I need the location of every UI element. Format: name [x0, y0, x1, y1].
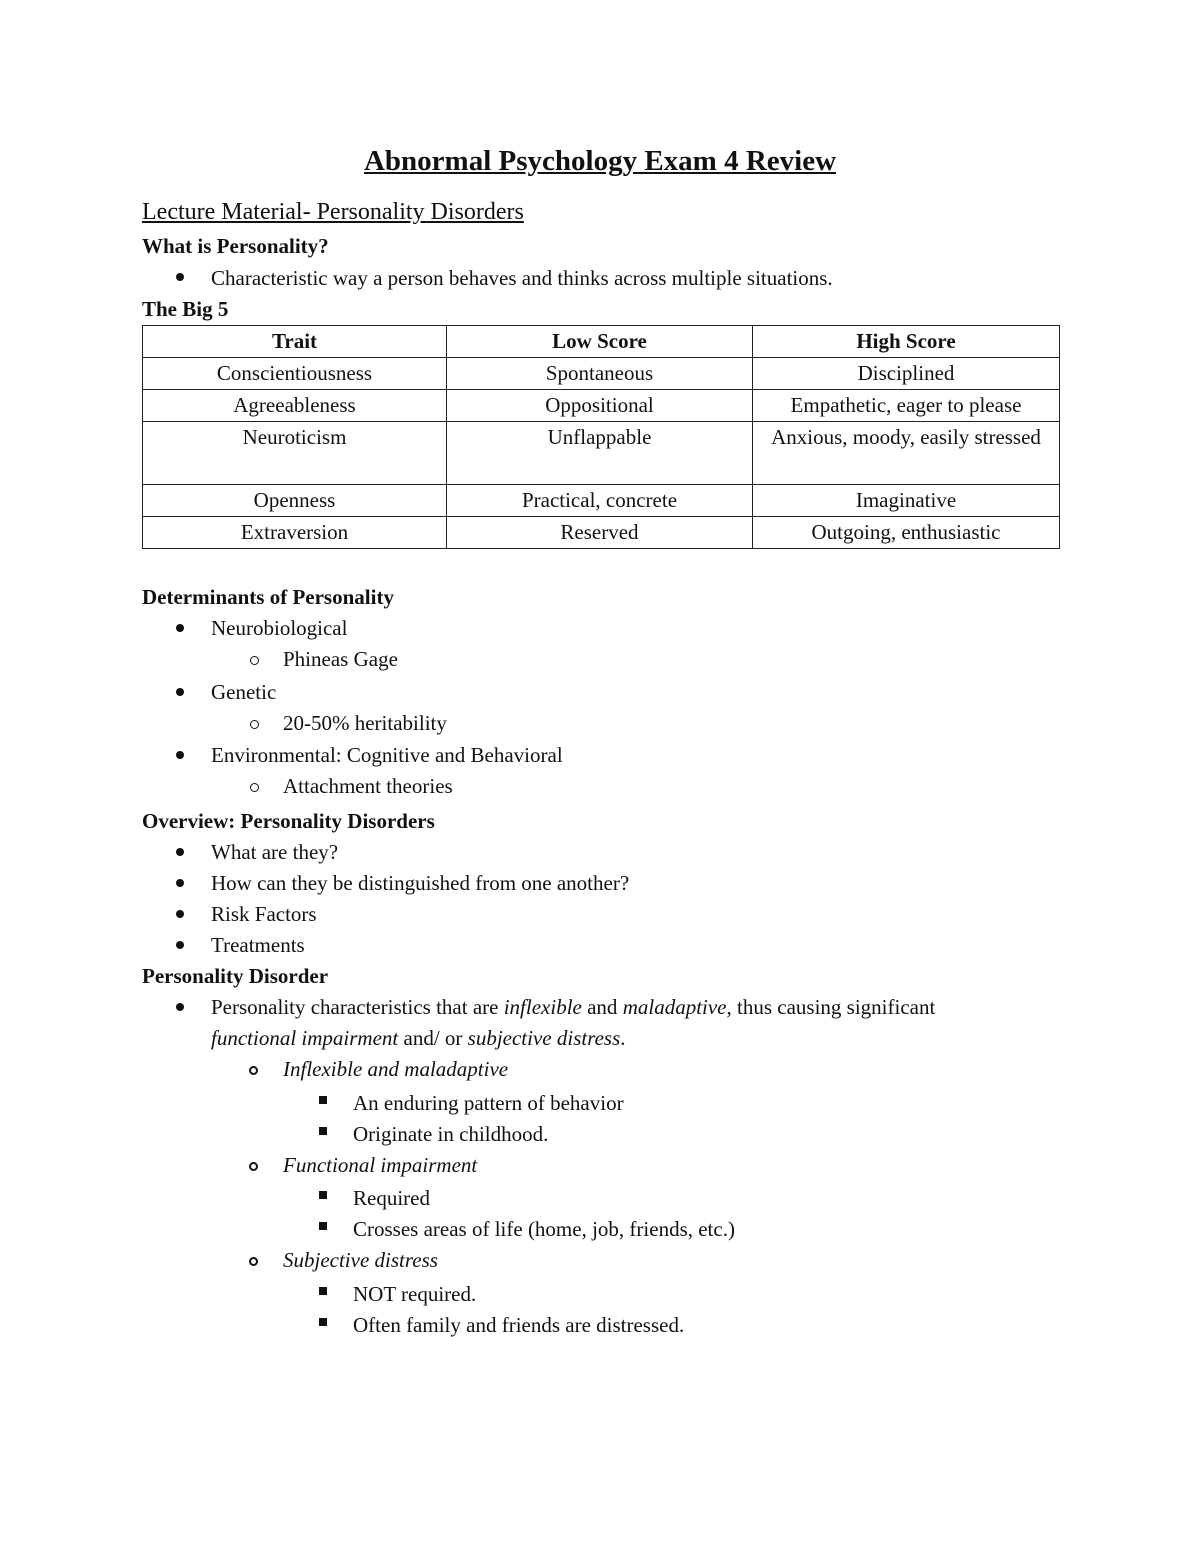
definition-line-1 [211, 993, 935, 1021]
heading-determinants: Determinants of Personality [142, 585, 394, 609]
table-cell: Unflappable [447, 422, 753, 485]
bullet-circle-icon [249, 1066, 258, 1075]
definition-emphasis: inflexible [503, 995, 582, 1019]
criterion-label: Subjective distress [283, 1248, 438, 1272]
list-item: Risk Factors [211, 902, 317, 926]
bullet-circle-icon [249, 1257, 258, 1266]
list-item: Genetic [211, 680, 277, 704]
bullet-square-icon [319, 1096, 327, 1104]
bullet-dot-icon [176, 848, 184, 856]
table-cell: Practical, concrete [447, 485, 753, 517]
list-subitem: Phineas Gage [283, 647, 398, 671]
column-header: Trait [143, 326, 447, 358]
bullet-dot-icon [176, 624, 184, 632]
bullet-square-icon [319, 1191, 327, 1199]
definition-text: and [581, 995, 623, 1019]
criterion-detail: Often family and friends are distressed. [353, 1313, 685, 1337]
table-cell: Oppositional [447, 390, 753, 422]
bullet-square-icon [319, 1222, 327, 1230]
definition-emphasis: subjective distress [467, 1026, 621, 1050]
table-row [143, 422, 1060, 485]
column-header: High Score [753, 326, 1060, 358]
table-cell: Openness [143, 485, 447, 517]
criterion-label: Functional impairment [283, 1153, 478, 1177]
table-cell: Disciplined [753, 358, 1060, 390]
table-cell: Reserved [447, 517, 753, 549]
table-row [143, 390, 1060, 422]
table-cell: Agreeableness [143, 390, 447, 422]
bullet-dot-icon [176, 1003, 184, 1011]
heading-what-is-personality: What is Personality? [142, 234, 329, 258]
list-item: Environmental: Cognitive and Behavioral [211, 743, 563, 767]
table-cell: Anxious, moody, easily stressed [753, 422, 1060, 485]
bullet-square-icon [319, 1318, 327, 1326]
column-header: Low Score [447, 326, 753, 358]
bullet-dot-icon [176, 941, 184, 949]
heading-overview: Overview: Personality Disorders [142, 809, 435, 833]
heading-personality-disorder: Personality Disorder [142, 964, 329, 988]
definition-text: Personality characteristics that are [211, 995, 504, 1019]
list-item: How can they be distinguished from one another? [211, 871, 630, 895]
definition-text: and/ or [398, 1026, 468, 1050]
bullet-circle-icon [250, 720, 259, 729]
bullet-dot-icon [176, 688, 184, 696]
table-header-row [143, 326, 1060, 358]
heading-big5: The Big 5 [142, 297, 229, 321]
list-item: Characteristic way a person behaves and thinks across multiple situations. [211, 266, 833, 290]
bullet-dot-icon [176, 879, 184, 887]
list-subitem: 20-50% heritability [283, 711, 447, 735]
criterion-detail: NOT required. [353, 1282, 477, 1306]
bullet-circle-icon [249, 1162, 258, 1171]
criterion-detail: Originate in childhood. [353, 1122, 549, 1146]
table-cell: Imaginative [753, 485, 1060, 517]
table-cell: Neuroticism [143, 422, 447, 485]
bullet-circle-icon [250, 656, 259, 665]
list-subitem: Attachment theories [283, 774, 453, 798]
definition-text: . [620, 1026, 626, 1050]
list-item: Neurobiological [211, 616, 348, 640]
big5-table [142, 325, 1060, 549]
criterion-detail: An enduring pattern of behavior [353, 1091, 624, 1115]
list-item: Treatments [211, 933, 305, 957]
definition-text: thus causing significant [731, 995, 936, 1019]
table-row [143, 485, 1060, 517]
table-cell: Spontaneous [447, 358, 753, 390]
table-cell: Outgoing, enthusiastic [753, 517, 1060, 549]
table-cell: Empathetic, eager to please [753, 390, 1060, 422]
bullet-square-icon [319, 1127, 327, 1135]
criterion-label: Inflexible and maladaptive [283, 1057, 509, 1081]
definition-emphasis: maladaptive, [622, 995, 732, 1019]
table-cell: Conscientiousness [143, 358, 447, 390]
table-row [143, 517, 1060, 549]
bullet-square-icon [319, 1287, 327, 1295]
bullet-dot-icon [176, 910, 184, 918]
section-heading: Lecture Material- Personality Disorders [142, 199, 524, 225]
criterion-detail: Crosses areas of life (home, job, friends, etc.) [353, 1217, 735, 1241]
criterion-detail: Required [353, 1186, 430, 1210]
bullet-dot-icon [176, 751, 184, 759]
table-row [143, 358, 1060, 390]
table-cell: Extraversion [143, 517, 447, 549]
list-item: What are they? [211, 840, 339, 864]
document-title: Abnormal Psychology Exam 4 Review [363, 145, 837, 177]
bullet-dot-icon [176, 273, 184, 281]
definition-emphasis: functional impairment [211, 1026, 399, 1050]
definition-line-2 [211, 1024, 626, 1052]
bullet-circle-icon [250, 783, 259, 792]
